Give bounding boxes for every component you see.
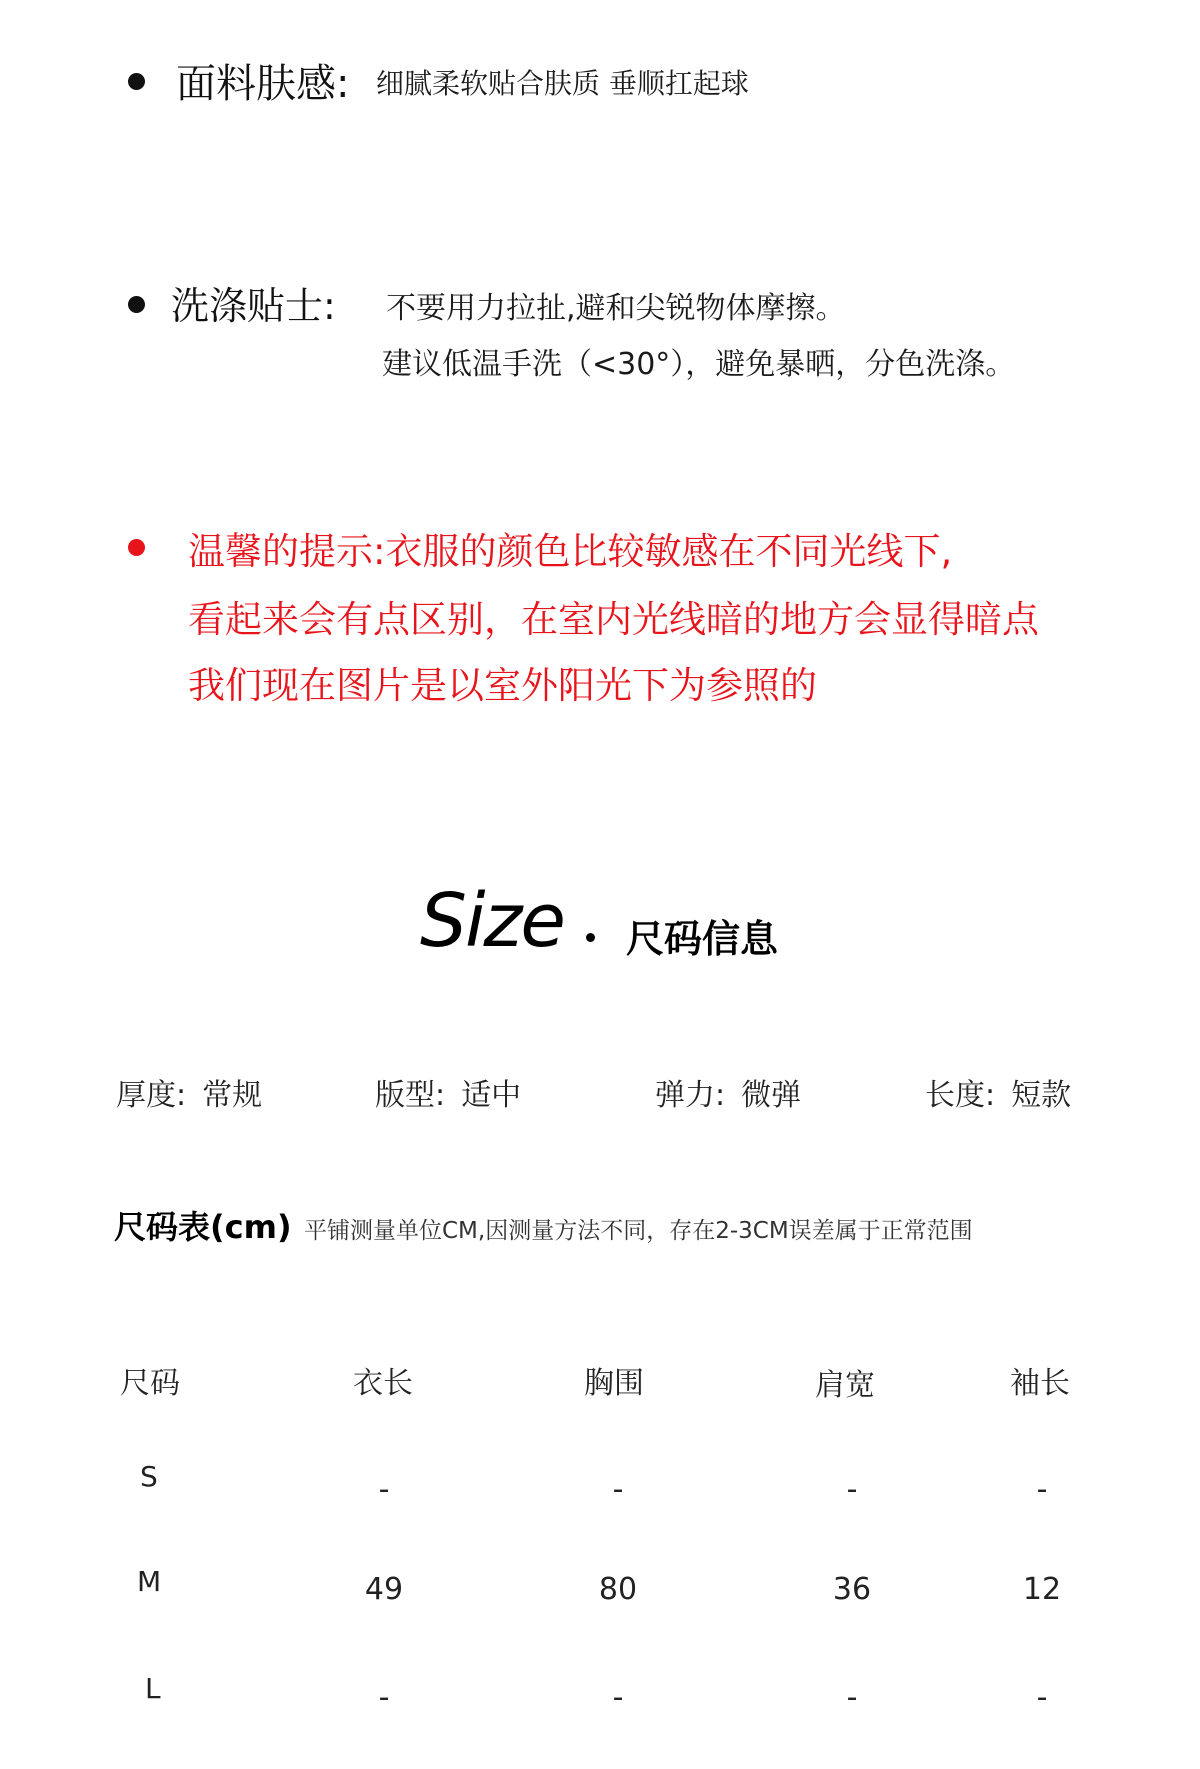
table-row-l-bust: - (612, 1680, 624, 1715)
tip-bullet-icon (128, 539, 145, 556)
table-header-shoulder: 肩宽 (815, 1368, 875, 1403)
size-heading-en: Size (420, 878, 564, 964)
attr-elasticity-label: 弹力: (655, 1078, 726, 1113)
attr-length (925, 1070, 1071, 1114)
table-row-m-size: M (137, 1565, 162, 1598)
attr-thickness-label: 厚度: (116, 1078, 187, 1113)
fabric-bullet-icon (128, 73, 145, 90)
attr-length-label: 长度: (925, 1078, 996, 1113)
size-heading-cn: 尺码信息 (626, 917, 779, 961)
table-row-m-sleeve: 12 (1022, 1572, 1062, 1607)
tip-line-2: 看起来会有点区别，在室内光线暗的地方会显得暗点 (188, 598, 1039, 641)
size-chart-title: 尺码表(cm) (114, 1208, 292, 1246)
size-heading-dot-icon (586, 933, 595, 942)
attr-elasticity-value: 微弹 (741, 1078, 802, 1113)
table-row-s-length: - (378, 1472, 390, 1507)
table-header-sleeve: 袖长 (1010, 1366, 1070, 1401)
washing-bullet-icon (128, 296, 145, 313)
table-row-s-size: S (140, 1460, 158, 1493)
size-chart-note: 平铺测量单位CM,因测量方法不同，存在2-3CM误差属于正常范围 (304, 1218, 973, 1244)
attr-fit (375, 1070, 521, 1114)
table-row-s-bust: - (612, 1472, 624, 1507)
table-row-l-sleeve: - (1036, 1680, 1048, 1715)
attr-thickness (116, 1070, 262, 1114)
attr-elasticity (655, 1070, 801, 1114)
tip-line-3: 我们现在图片是以室外阳光下为参照的 (188, 664, 817, 707)
washing-label: 洗涤贴士: (171, 284, 336, 328)
table-header-bust: 胸围 (584, 1366, 644, 1401)
table-row-m-length: 49 (364, 1572, 404, 1607)
attr-fit-label: 版型: (375, 1078, 446, 1113)
table-row-m-bust: 80 (598, 1572, 638, 1607)
table-row-m-shoulder: 36 (832, 1572, 872, 1607)
washing-line-2: 建议低温手洗（<30°），避免暴晒，分色洗涤。 (382, 347, 1016, 382)
table-row-l-length: - (378, 1680, 390, 1715)
washing-line-1: 不要用力拉扯,避和尖锐物体摩擦。 (386, 291, 846, 326)
table-row-s-sleeve: - (1036, 1472, 1048, 1507)
table-row-s-shoulder: - (846, 1472, 858, 1507)
fabric-value: 细腻柔软贴合肤质 垂顺扛起球 (376, 67, 749, 100)
attr-fit-value: 适中 (461, 1078, 522, 1113)
table-header-size: 尺码 (120, 1366, 180, 1401)
attr-length-value: 短款 (1011, 1078, 1072, 1113)
table-header-length: 衣长 (353, 1366, 413, 1401)
tip-line-1: 温馨的提示:衣服的颜色比较敏感在不同光线下, (188, 530, 953, 573)
table-row-l-shoulder: - (846, 1680, 858, 1715)
fabric-label: 面料肤感: (176, 61, 350, 107)
attr-thickness-value: 常规 (202, 1078, 263, 1113)
table-row-l-size: L (145, 1672, 161, 1705)
